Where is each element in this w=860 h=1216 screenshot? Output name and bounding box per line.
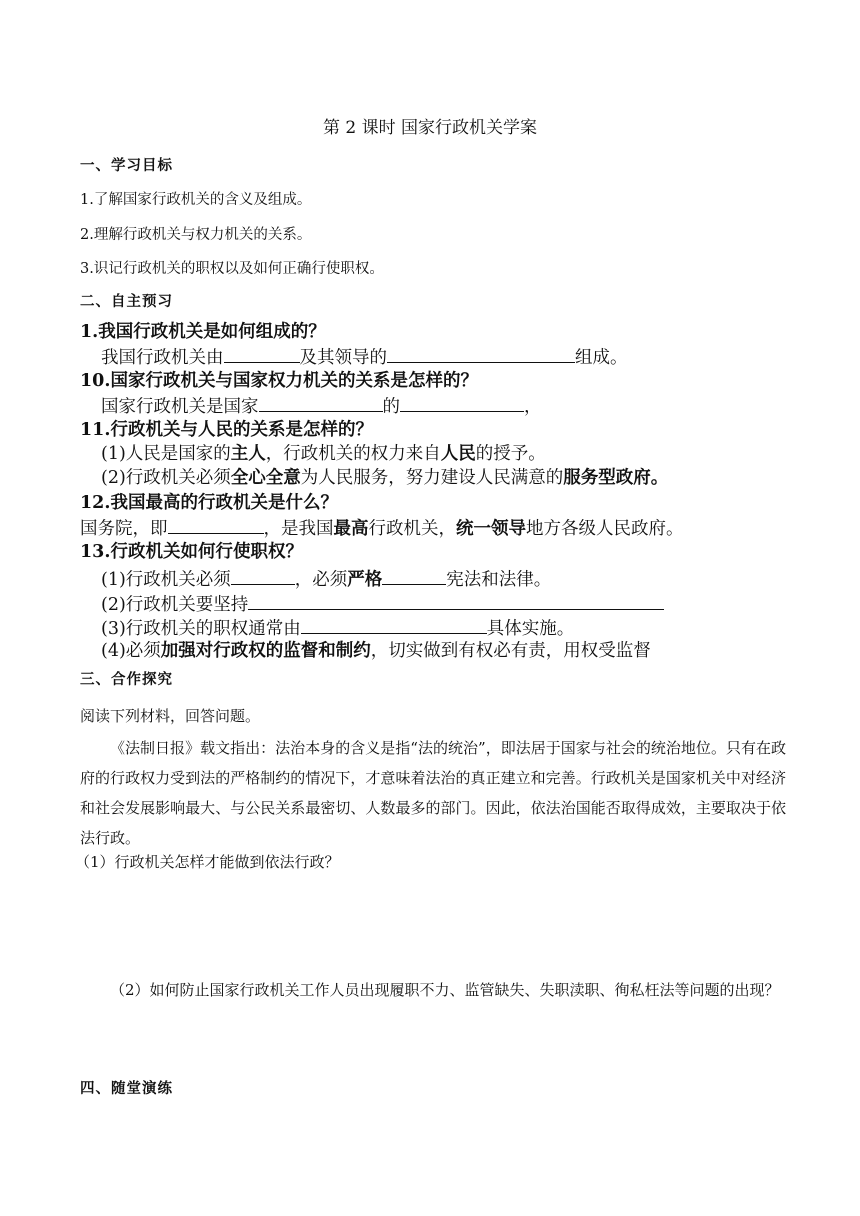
fill-blank[interactable] [259,393,383,412]
answer-line: (3)行政机关的职权通常由 具体实施。 [101,615,574,641]
question-title: 11.行政机关与人民的关系是怎样的？ [80,420,373,440]
objective-item: 1.了解国家行政机关的含义及组成。 [80,192,312,208]
page-title: 第 2 课时 国家行政机关学案 [322,118,538,138]
question-title: 13.行政机关如何行使职权？ [80,542,303,562]
question-title: 1.我国行政机关是如何组成的？ [80,322,326,342]
section-heading-objectives: 一、学习目标 [80,157,173,174]
answer-line: 国家行政机关是国家 的 ， [101,393,542,419]
fill-blank[interactable] [387,344,575,363]
answer-line: (1)人民是国家的主人，行政机关的权力来自人民的授予。 [101,444,546,464]
fill-blank[interactable] [231,566,295,585]
inquiry-question: （1）行政机关怎样才能做到依法行政？ [75,853,340,871]
fill-blank[interactable] [248,591,664,610]
question-title: 10.国家行政机关与国家权力机关的关系是怎样的？ [80,371,478,391]
section-heading-practice: 四、随堂演练 [80,1080,173,1097]
objective-item: 3.识记行政机关的职权以及如何正确行使职权。 [80,261,384,277]
answer-line: (1)行政机关必须 ，必须严格 宪法和法律。 [101,566,551,592]
inquiry-question: （2）如何防止国家行政机关工作人员出现履职不力、监管缺失、失职渎职、徇私枉法等问题的出现？ [110,981,780,999]
section-heading-inquiry: 三、合作探究 [80,671,173,688]
fill-blank[interactable] [224,344,300,363]
fill-blank[interactable] [301,615,487,634]
answer-line: (2)行政机关必须全心全意为人民服务，努力建设人民满意的服务型政府。 [101,468,669,488]
answer-line: (2)行政机关要坚持 [101,591,664,617]
fill-blank[interactable] [168,515,264,534]
answer-line: (4)必须加强对行政权的监督和制约，切实做到有权必有责，用权受监督 [101,641,651,661]
answer-line: 国务院，即 ，是我国最高行政机关，统一领导地方各级人民政府。 [80,515,684,541]
fill-blank[interactable] [400,393,524,412]
fill-blank[interactable] [382,566,446,585]
section-heading-preview: 二、自主预习 [80,293,173,310]
question-title: 12.我国最高的行政机关是什么？ [80,493,338,513]
answer-line: 我国行政机关由 及其领导的 组成。 [101,344,628,370]
inquiry-intro: 阅读下列材料，回答问题。 [80,707,261,725]
inquiry-material: 《法制日报》载文指出：法治本身的含义是指“法的统治”，即法居于国家与社会的统治地位。只有在政府的行政权力受到法的严格制约的情况下，才意味着法治的真正建立和完善。行政机关是国家机关中对经济和社会发展影响最大、与公民关系最密切、人数最多的部门。因此，依法治国能否取得成效，主要取决于依法行政。 [80,739,786,847]
objective-item: 2.理解行政机关与权力机关的关系。 [80,227,312,243]
